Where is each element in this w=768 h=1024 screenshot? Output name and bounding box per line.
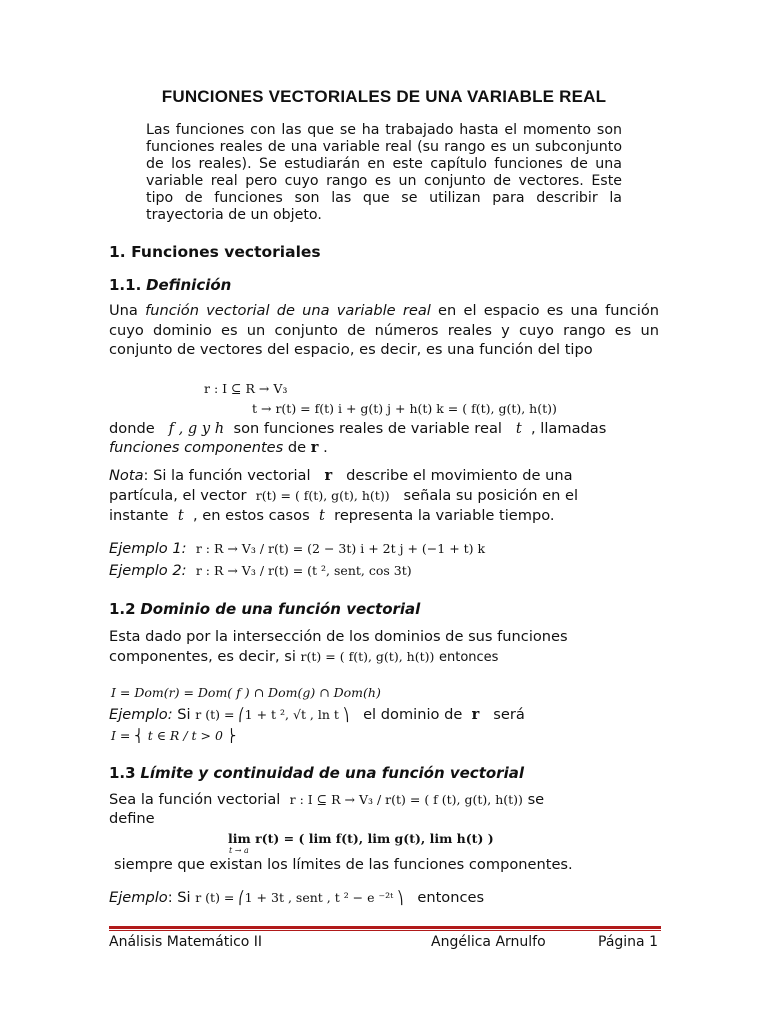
section-heading-1-1: 1.1. Definición [109, 276, 232, 294]
footer-rule-thick [109, 926, 661, 929]
definition-formula-1: r : I ⊆ R → V₃ [204, 381, 288, 396]
footer-page-number: Página 1 [598, 934, 658, 950]
section-heading-1-3: 1.3 Límite y continuidad de una función vectorial [109, 764, 524, 782]
limit-formula: lim r(t) = ( lim f(t), lim g(t), lim h(t) ) [228, 831, 494, 846]
definition-paragraph: Una función vectorial de una variable real en el espacio es una función cuyo dominio es un conjunto de números reales y cuyo rango es un conjunto de vectores del espacio, es decir, es una función del tipo [109, 302, 660, 358]
footer-course: Análisis Matemático II [109, 934, 263, 950]
footer-author: Angélica Arnulfo [431, 934, 546, 950]
definition-formula-2: t → r(t) = f(t) i + g(t) j + h(t) k = ( f(t), g(t), h(t)) [252, 401, 557, 416]
domain-formula: I = Dom(r) = Dom( f ) ∩ Dom(g) ∩ Dom(h) [111, 685, 381, 700]
example-2: Ejemplo 2: r : R → V₃ / r(t) = (t ², sent, cos 3t) [109, 562, 412, 579]
footer-rule-thin [109, 930, 661, 931]
limit-subscript: t → a [229, 846, 249, 855]
intro-paragraph: Las funciones con las que se ha trabajado hasta el momento son funciones reales de una variable real (su rango es un subconjunto de los reales). Se estudiarán en este capítulo funciones de una variable real pero cuyo rango es un conjunto de vectores. Este tipo de funciones son las que se utilizan para describir la trayectoria de un objeto. [146, 122, 622, 223]
section-heading-1-2: 1.2 Dominio de una función vectorial [109, 600, 421, 618]
note-line-3: instante t , en estos casos t representa la variable tiempo. [109, 507, 555, 524]
domain-example-result: I = ⎨ t ∈ R / t > 0 ⎬ [111, 728, 237, 743]
domain-line-2: componentes, es decir, si r(t) = ( f(t), g(t), h(t)) entonces [109, 648, 499, 665]
definition-components-line-2: funciones componentes de r . [109, 439, 328, 456]
definition-components-line-1: donde f , g y h son funciones reales de variable real t , llamadas [109, 420, 607, 437]
limit-line-2: define [109, 810, 155, 827]
limit-line-3: siempre que existan los límites de las funciones componentes. [114, 856, 573, 873]
note-line-2: partícula, el vector r(t) = ( f(t), g(t), h(t)) señala su posición en el [109, 487, 579, 504]
section-heading-1: 1. Funciones vectoriales [109, 243, 321, 261]
example-1: Ejemplo 1: r : R → V₃ / r(t) = (2 − 3t) i + 2t j + (−1 + t) k [109, 540, 486, 557]
domain-line-1: Esta dado por la intersección de los dominios de sus funciones [109, 628, 568, 645]
domain-example: Ejemplo: Si r (t) = ⎛1 + t ², √t , ln t ⎞ el dominio de r será [109, 706, 525, 723]
limit-example: Ejemplo: Si r (t) = ⎛1 + 3t , sent , t ² − e ⁻²ᵗ ⎞ entonces [109, 889, 485, 906]
document-title: FUNCIONES VECTORIALES DE UNA VARIABLE REAL [161, 87, 607, 106]
note-line-1: Nota: Si la función vectorial r describe el movimiento de una [109, 467, 573, 484]
limit-line-1: Sea la función vectorial r : I ⊆ R → V₃ / r(t) = ( f (t), g(t), h(t)) se [109, 791, 545, 808]
